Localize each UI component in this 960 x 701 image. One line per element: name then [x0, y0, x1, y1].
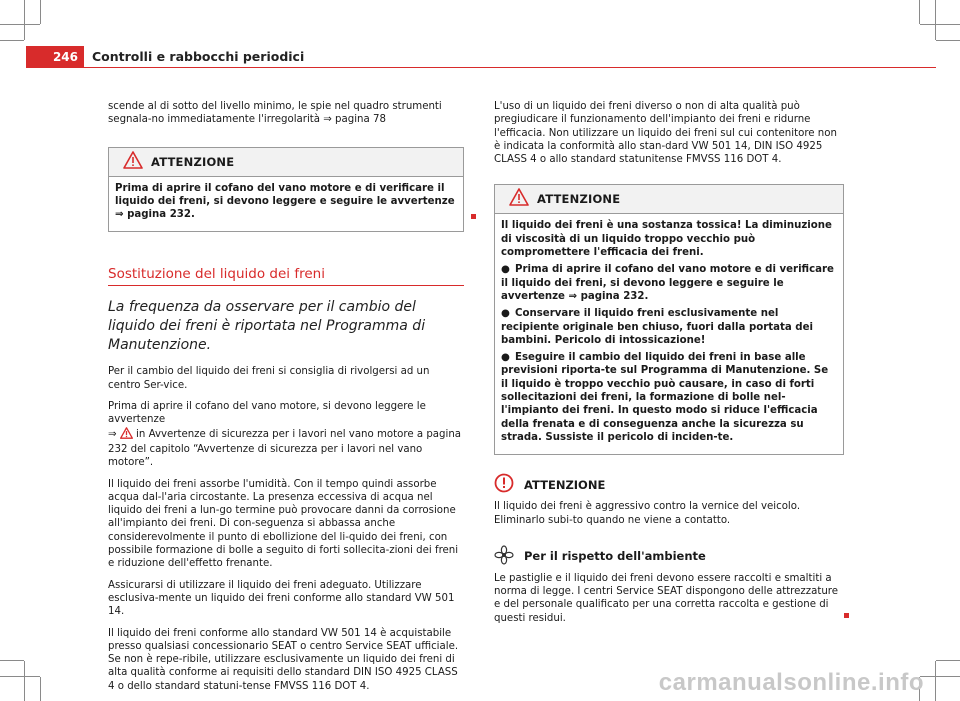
bullet: ● [501, 352, 510, 364]
warning-text: Prima di aprire il cofano del vano motore e di verificare il liquido dei freni, si devono leggere e seguire le avvertenze ⇒ pagina 232. [115, 182, 455, 221]
paragraph: Il liquido dei freni conforme allo standard VW 501 14 è acquistabile presso qualsiasi concessionario SEAT o centro Service SEAT ufficiale. Se non è repe-ribile, utilizzare esclusivamente un liquido dei freni di alta qualità conforme ai requisiti dello standard DIN ISO 4925 CLASS 4 o dello standard statuni-tense FMVSS 116 DOT 4. [108, 627, 459, 692]
right-column [494, 100, 844, 633]
paragraph-text: Prima di aprire il cofano del vano motore, si devono leggere le avvertenze [108, 401, 426, 426]
intro-paragraph: scende al di sotto del livello minimo, le spie nel quadro strumenti segnala-no immediatamente l'irregolarità ⇒ pagina 78 [108, 101, 442, 126]
list-item [501, 263, 837, 303]
end-marker [844, 613, 849, 618]
list-item [501, 307, 837, 347]
notice-text: Il liquido dei freni è aggressivo contro la vernice del veicolo. Eliminarlo subi-to quando ne viene a contatto. [494, 501, 801, 526]
warning-triangle-icon [123, 151, 143, 173]
environment-heading [494, 545, 844, 568]
exclamation-circle-icon [494, 473, 514, 496]
paragraph: Assicurarsi di utilizzare il liquido dei freni adeguato. Utilizzare esclusiva-mente un liquido dei freni conforme allo standard VW 501 14. [108, 579, 455, 618]
arrow-ref: ⇒ [108, 428, 117, 440]
notice-heading [494, 473, 844, 496]
page-number: 246 [26, 46, 84, 68]
left-column [108, 100, 464, 701]
paragraph: L'uso di un liquido dei freni diverso o non di alta qualità può pregiudicare il funzionamento dell'impianto dei freni e ridurne l'efficacia. Non utilizzare un liquido dei freni sul cui contenitore non è indicata la conformità allo stan-dard VW 501 14, DIN ISO 4925 CLASS 4 o allo standard statunitense FMVSS 116 DOT 4. [494, 101, 837, 166]
warning-box [108, 147, 464, 233]
header-rule [84, 67, 936, 68]
paragraph-with-warning-ref [108, 400, 464, 469]
list-item-text: Eseguire il cambio del liquido dei freni in base alle previsioni riporta-te sul Programma di Manutenzione. Se il liquido è troppo vecchio può causare, in caso di forti sollecitazioni dei freni, la formazione di bolle nel-l'impianto dei freni. In questo modo si riduce l'efficacia della frenata e di conseguenza anche la sicurezza su strada. Sussiste il pericolo di inciden-te. [501, 352, 829, 443]
paragraph: Per il cambio del liquido dei freni si consiglia di rivolgersi ad un centro Ser-vice. [108, 366, 430, 391]
list-item [501, 351, 837, 444]
lead-paragraph: La frequenza da osservare per il cambio del liquido dei freni è riportata nel Programma di Manutenzione. [108, 299, 426, 354]
list-item-text: Conservare il liquido freni esclusivamente nel recipiente originale ben chiuso, fuori dalla portata dei bambini. Pericolo di intossicazione! [501, 308, 813, 346]
notice-title: ATTENZIONE [524, 477, 606, 492]
environment-text: Le pastiglie e il liquido dei freni devono essere raccolti e smaltiti a norma di legge. I centri Service SEAT dispongono delle attrezzature e del personale qualificato per una corretta raccolta e gestione di questi residui. [494, 572, 839, 624]
watermark: carmanualsonline.info [658, 669, 924, 696]
warning-intro: Il liquido dei freni è una sostanza tossica! La diminuzione di viscosità di un liquido troppo vecchio può compromettere l'efficacia dei freni. [501, 220, 832, 259]
flower-icon [494, 545, 514, 568]
running-title: Controlli e rabbocchi periodici [92, 49, 305, 64]
warning-title: ATTENZIONE [537, 192, 621, 207]
warning-title: ATTENZIONE [151, 154, 235, 169]
end-marker [471, 214, 476, 219]
paragraph: Il liquido dei freni assorbe l'umidità. Con il tempo quindi assorbe acqua dal-l'aria circostante. La presenza eccessiva di acqua nel liquido dei freni a lun-go termine può provocare danni da corrosione all'impianto dei freni. Di con-seguenza si abbassa anche considerevolmente il punto di ebollizione del li-quido dei freni, con possibile formazione di bolle a seguito di forti sollecita-zioni dei freni e riduzione dell'effetto frenante. [108, 478, 459, 570]
warning-triangle-icon [509, 188, 529, 210]
bullet: ● [501, 308, 510, 320]
bullet: ● [501, 264, 510, 276]
warning-box [494, 184, 844, 455]
list-item-text: Prima di aprire il cofano del vano motore e di verificare il liquido dei freni, si devono leggere e seguire le avvertenze ⇒ pagina 232. [501, 264, 834, 302]
section-heading: Sostituzione del liquido dei freni [108, 266, 464, 286]
paragraph-text: in Avvertenze di sicurezza per i lavori nel vano motore a pagina 232 del capitolo “Avvertenze di sicurezza per i lavori nel vano motore”. [108, 428, 462, 469]
environment-title: Per il rispetto dell'ambiente [524, 549, 706, 564]
warning-triangle-icon [120, 427, 133, 443]
